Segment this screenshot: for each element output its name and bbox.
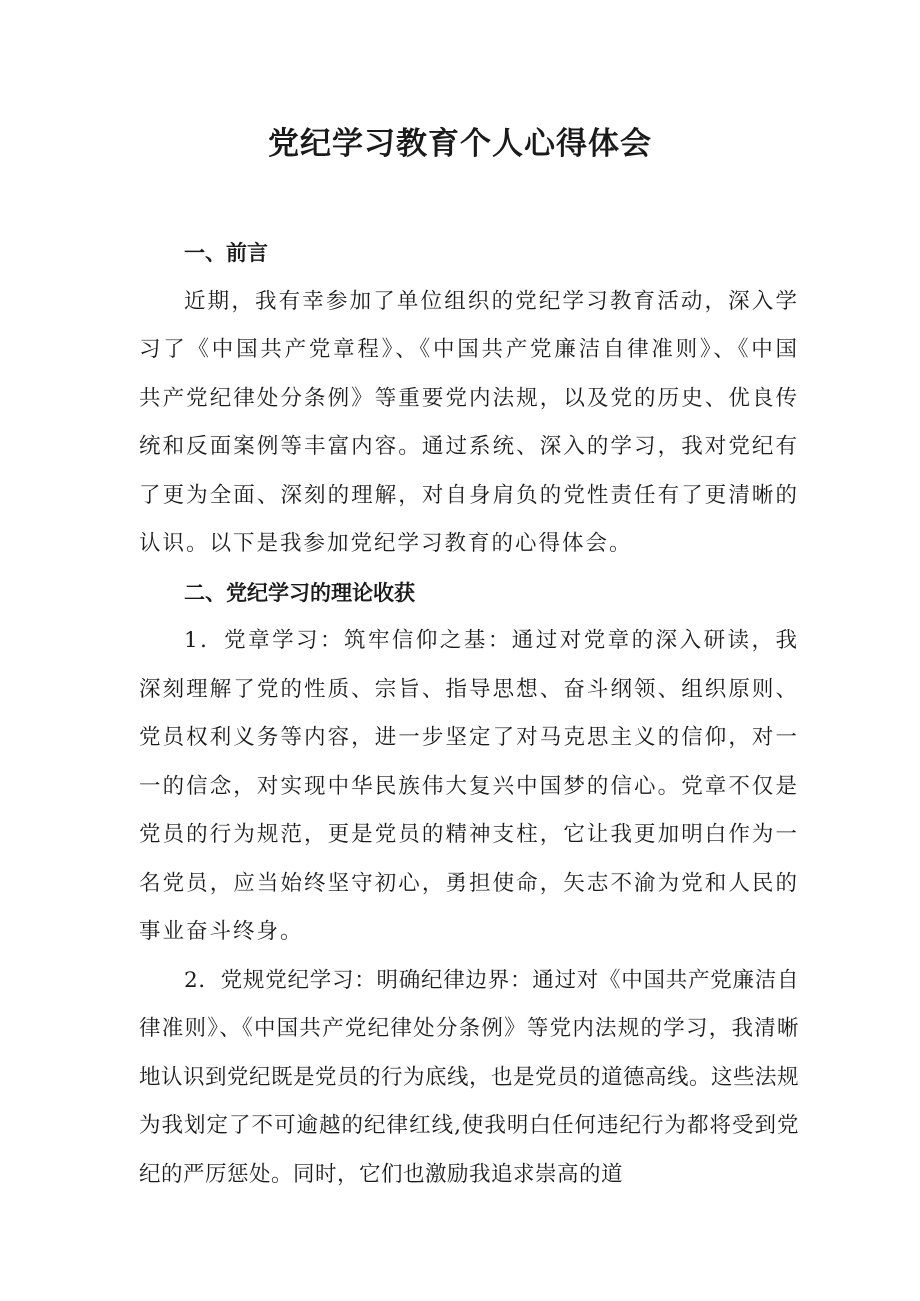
paragraph-party-rules: 2．党规党纪学习：明确纪律边界：通过对《中国共产党廉洁自律准则》、《中国共产党纪律处分条例》等党内法规的学习，我清晰地认识到党纪既是党员的行为底线，也是党员的道德高线。这些法规为我划定了不可逾越的纪律红线,使我明白任何违纪行为都将受到党纪的严厉惩处。同时，它们也激励我追求崇高的道 (139, 967, 800, 1187)
section-heading-preface: 一、前言 (184, 241, 268, 265)
document-body (139, 229, 799, 1199)
section-heading-theory-gains: 二、党纪学习的理论收获 (184, 580, 415, 605)
document-title: 党纪学习教育个人心得体会 (268, 126, 652, 162)
paragraph-preface: 近期，我有幸参加了单位组织的党纪学习教育活动，深入学习了《中国共产党章程》、《中国共产党廉洁自律准则》、《中国共产党纪律处分条例》等重要党内法规，以及党的历史、优良传统和反面案例等丰富内容。通过系统、深入的学习，我对党纪有了更为全面、深刻的理解，对自身肩负的党性责任有了更清晰的认识。以下是我参加党纪学习教育的心得体会。 (139, 288, 799, 556)
paragraph-party-constitution: 1．党章学习：筑牢信仰之基：通过对党章的深入研读，我深刻理解了党的性质、宗旨、指导思想、奋斗纲领、组织原则、党员权利义务等内容，进一步坚定了对马克思主义的信仰，对一一的信念，对实现中华民族伟大复兴中国梦的信心。党章不仅是党员的行为规范，更是党员的精神支柱，它让我更加明白作为一名党员，应当始终坚守初心，勇担使命，矢志不渝为党和人民的事业奋斗终身。 (139, 628, 799, 944)
